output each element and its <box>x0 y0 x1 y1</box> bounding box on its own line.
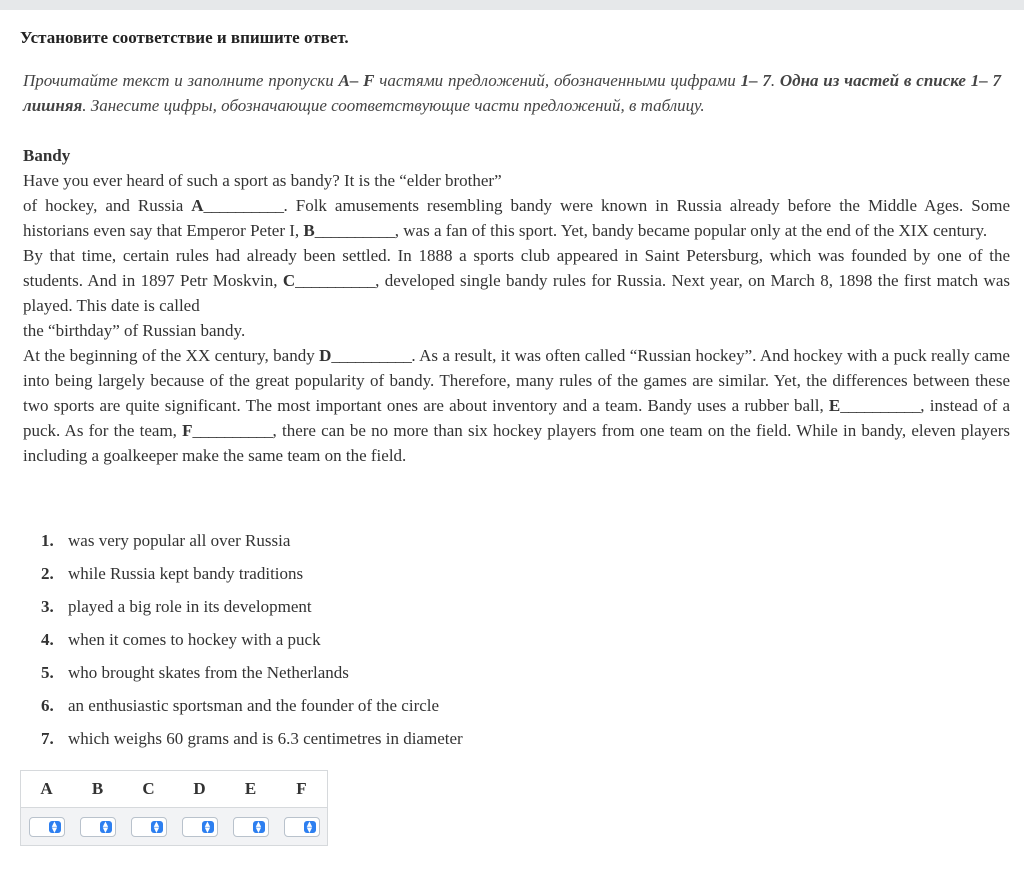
option-number: 1. <box>41 531 54 550</box>
gap-d: __________ <box>331 346 412 365</box>
passage-line: Have you ever heard of such a sport as bandy? It is the “elder brother” <box>23 171 502 190</box>
list-item <box>41 592 463 625</box>
gap-b: __________ <box>314 221 395 240</box>
gap-label-d: D <box>319 346 332 365</box>
passage-text: By that time, certain rules had already been settled. In 1888 a sports club appeared in Saint Petersburg, which was founded by one of the students. And in 1897 Petr Moskvin, <box>23 246 1010 290</box>
column-header-e: E <box>225 771 276 808</box>
instruction-bold-phrase: Одна из частей в списке 1– 7 лишняя <box>23 71 1002 115</box>
passage-text: At the beginning of the XX century, bandy <box>23 346 320 365</box>
option-number: 4. <box>41 630 54 649</box>
answer-select-e[interactable] <box>233 817 269 837</box>
option-text: who brought skates from the Netherlands <box>68 663 349 682</box>
instruction-text: . Занесите цифры, обозначающие соответствующие части предложений, в таблицу. <box>82 96 705 115</box>
option-number: 2. <box>41 564 54 583</box>
gap-f: __________ <box>192 421 273 440</box>
top-bar <box>0 0 1024 10</box>
gap-label-b: B <box>303 221 315 240</box>
select-arrows-icon: ▲ ▼ <box>304 821 316 833</box>
instruction-letters: A– F <box>338 71 375 90</box>
passage-text: , developed single bandy rules for Russia. Next year, on March 8, 1898 the first match was played. This date is called <box>23 271 1010 315</box>
option-text: was very popular all over Russia <box>68 531 291 550</box>
answer-cell-f <box>276 808 328 846</box>
option-text: while Russia kept bandy traditions <box>68 564 304 583</box>
passage-paragraph <box>23 243 1010 318</box>
answer-select-d[interactable] <box>182 817 218 837</box>
gap-label-e: E <box>828 396 841 415</box>
task-title: Установите соответствие и впишите ответ. <box>20 28 349 47</box>
answer-header-row <box>21 771 328 808</box>
option-text: which weighs 60 grams and is 6.3 centimetres in diameter <box>68 729 463 748</box>
options-list <box>41 526 463 757</box>
select-arrows-icon: ▲ ▼ <box>202 821 214 833</box>
column-header-a: A <box>21 771 73 808</box>
column-header-b: B <box>72 771 123 808</box>
option-number: 6. <box>41 696 54 715</box>
option-number: 7. <box>41 729 54 748</box>
passage-text: of hockey, and Russia <box>23 196 192 215</box>
answer-cell-d <box>174 808 225 846</box>
answer-select-b[interactable] <box>80 817 116 837</box>
option-number: 3. <box>41 597 54 616</box>
list-item <box>41 658 463 691</box>
instruction-numbers: 1– 7 <box>740 71 771 90</box>
answer-select-c[interactable] <box>131 817 167 837</box>
column-header-f: F <box>276 771 328 808</box>
answer-table <box>20 770 328 846</box>
gap-label-f: F <box>182 421 193 440</box>
column-header-c: C <box>123 771 174 808</box>
answer-select-f[interactable] <box>284 817 320 837</box>
gap-e: __________ <box>840 396 921 415</box>
answer-cell-b <box>72 808 123 846</box>
list-item <box>41 559 463 592</box>
list-item <box>41 724 463 757</box>
answer-cell-c <box>123 808 174 846</box>
passage-text: , was a fan of this sport. Yet, bandy became popular only at the end of the XIX century. <box>394 221 988 240</box>
instruction-text: . <box>770 71 780 90</box>
passage-text: . As a result, it was often called “Russian hockey”. And hockey with a puck really came into being largely because of the great popularity of bandy. Therefore, many rules of the games are similar. Yet, the differences between these two sports are quite significant. The most important ones are about inventory and a team. Bandy uses a rubber ball, <box>23 346 1010 415</box>
gap-c: __________ <box>295 271 376 290</box>
select-arrows-icon: ▲ ▼ <box>151 821 163 833</box>
list-item <box>41 526 463 559</box>
select-arrows-icon: ▲ ▼ <box>49 821 61 833</box>
gap-label-c: C <box>282 271 296 290</box>
gap-a: __________ <box>203 196 284 215</box>
passage-paragraph <box>23 343 1010 468</box>
list-item <box>41 625 463 658</box>
passage-line: the “birthday” of Russian bandy. <box>23 321 246 340</box>
select-arrows-icon: ▲ ▼ <box>100 821 112 833</box>
answer-cell-a <box>21 808 73 846</box>
task-instruction <box>23 68 1001 118</box>
option-text: an enthusiastic sportsman and the founder of the circle <box>68 696 440 715</box>
option-number: 5. <box>41 663 54 682</box>
option-text: when it comes to hockey with a puck <box>68 630 321 649</box>
gap-label-a: A <box>191 196 204 215</box>
list-item <box>41 691 463 724</box>
passage-text: , instead of a puck. As for the team, <box>23 396 1011 440</box>
passage-title: Bandy <box>23 146 71 165</box>
reading-passage <box>23 143 1010 468</box>
passage-text: . Folk amusements resembling bandy were known in Russia already before the Middle Ages. Some historians even say that Emperor Peter I, <box>23 196 1010 240</box>
option-text: played a big role in its development <box>68 597 312 616</box>
select-arrows-icon: ▲ ▼ <box>253 821 265 833</box>
column-header-d: D <box>174 771 225 808</box>
answer-select-a[interactable] <box>29 817 65 837</box>
answer-select-row <box>21 808 328 846</box>
answer-cell-e <box>225 808 276 846</box>
passage-text: , there can be no more than six hockey players from one team on the field. While in bandy, eleven players including a goalkeeper make the same team on the field. <box>23 421 1010 465</box>
passage-paragraph <box>23 193 1010 243</box>
instruction-text: Прочитайте текст и заполните пропуски <box>23 71 339 90</box>
instruction-text: частями предложений, обозначенными цифрами <box>374 71 741 90</box>
